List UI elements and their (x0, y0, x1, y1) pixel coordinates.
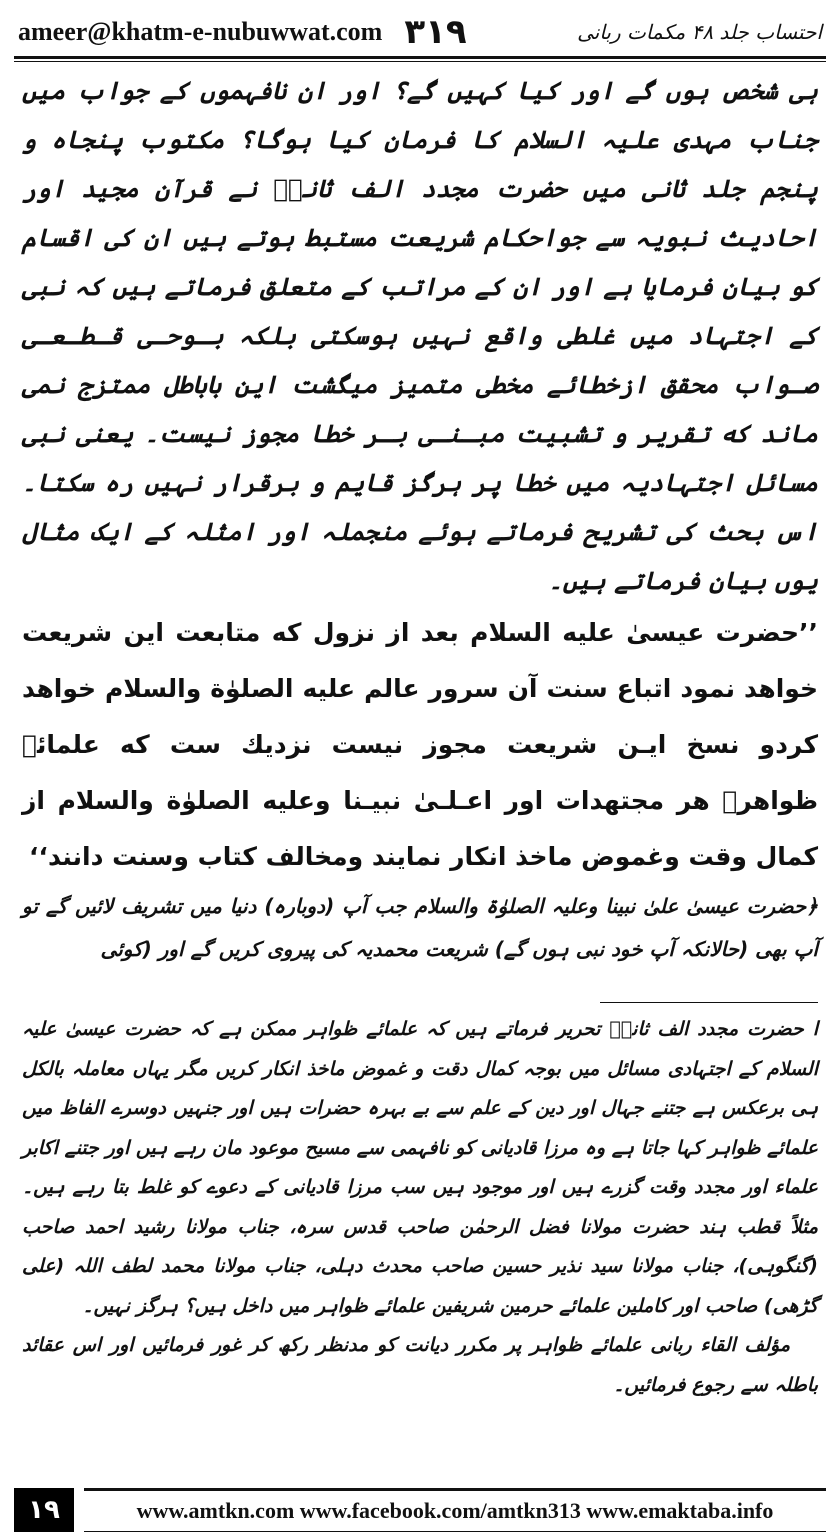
page-footer (14, 1488, 826, 1532)
persian-quote: ’’حضرت عیسیٰ علیه السلام بعد از نزول که متابعت این شریعت خواهد نمود اتباع سنت آن سرور عالم علیه الصلوٰة والسلام خواهد کردو نسخ ایـن شریعت مجوز نیست نزدیك ست که علمائے ظواهرؔ هر مجتهدات اور اعـلـیٰ نبیـنا وعلیه الصلوٰة والسلام از کمال وقت وغموض ماخذ انکار نمایند ومخالف کتاب وسنت دانند‘‘ (22, 618, 818, 871)
main-text (22, 66, 818, 971)
footnote-separator (600, 1002, 818, 1003)
footnote-1: ا حضرت مجدد الف ثانیؒ تحریر فرماتے ہیں کہ علمائے ظواہر ممکن ہے کہ حضرت عیسیٰ علیہ السلام کے اجتہادی مسائل میں بوجہ کمال دقت و غموض ماخذ انکار کریں مگر یہاں معاملہ بالکل ہی برعکس ہے جتنے جہال اور دین کے علم سے بے بہرہ حضرات ہیں اور جنہیں دوسرے الفاظ میں علمائے ظواہر کہا جاتا ہے وہ مرزا قادیانی کو نافہمی سے مسیح موعود مان رہے ہیں اور جتنے اکابر علماء اور مجدد وقت گزرے ہیں اور موجود ہیں سب مرزا قادیانی کے دعوے کو غلط بتا رہے ہیں۔ مثلاً قطب ہند حضرت مولانا فضل الرحمٰن صاحب قدس سرہ، جناب مولانا رشید احمد صاحب (گنگوہی)، جناب مولانا سید نذیر حسین صاحب محدث دہلی، جناب مولانا محمد لطف اللہ (علی گڑھی) صاحب اور کاملین علمائے حرمین شریفین علمائے ظواہر میں داخل ہیں؟ ہرگز نہیں۔ (22, 1018, 818, 1317)
header-page-number: ۳۱۹ (404, 12, 467, 52)
footer-page-number: ۱۹ (14, 1488, 74, 1532)
urdu-translation: ﴿حضرت عیسیٰ علیٰ نبینا وعلیہ الصلوٰۃ والسلام جب آپ (دوبارہ) دنیا میں تشریف لائیں گے تو آپ بھی (حالانکہ آپ خود نبی ہوں گے) شریعت محمدیہ کی پیروی کریں گے اور (کوئی (22, 894, 818, 961)
footnotes (22, 1010, 818, 1405)
header-left (18, 12, 467, 52)
footnote-2: مؤلف القاء ربانی علمائے ظواہر پر مکرر دیانت کو مدنظر رکھ کر غور فرمائیں اور اس عقائد باطلہ سے رجوع فرمائیں۔ (22, 1334, 818, 1396)
header-rule-thin (14, 61, 826, 62)
header-rule (14, 56, 826, 59)
header-book-title: احتساب جلد ۴۸ مکمات ربانی (577, 20, 822, 44)
header-email: ameer@khatm-e-nubuwwat.com (18, 17, 383, 46)
page-header (18, 12, 822, 52)
paragraph-intro: ہی شخص ہوں گے اور کیا کہیں گے؟ اور ان نافہموں کے جواب میں جناب مہدی علیہ السلام کا فرمان کیا ہوگا؟ مکتوب پنجاہ و پنجم جلد ثانی میں حضرت مجدد الف ثانیؒ نے قرآن مجید اور احادیث نبویہ سے جواحکام شریعت مستبط ہوتے ہیں ان کی اقسام کو بیان فرمایا ہے اور ان کے مراتب کے متعلق فرماتے ہیں کہ نبی کے اجتہاد میں غلطی واقع نہیں ہوسکتی بلکہ بـوحـی قـطـعـی صـواب محقق ازخطائے مخطی متمیز میگشت این باباطل ممتزج نمی ماند که تقریر و تشبیت مبـنـی بـر خطا مجوز نیست۔ یعنی نبی مسائل اجتہادیہ میں خطا پر ہرگز قایم و برقرار نہیں رہ سکتا۔ اس بحث کی تشریح فرماتے ہوئے منجملہ اور امثلہ کے ایک مثال یوں بیان فرماتے ہیں۔ (22, 76, 818, 595)
footer-links: www.amtkn.com www.facebook.com/amtkn313 www.emaktaba.info (84, 1488, 826, 1532)
